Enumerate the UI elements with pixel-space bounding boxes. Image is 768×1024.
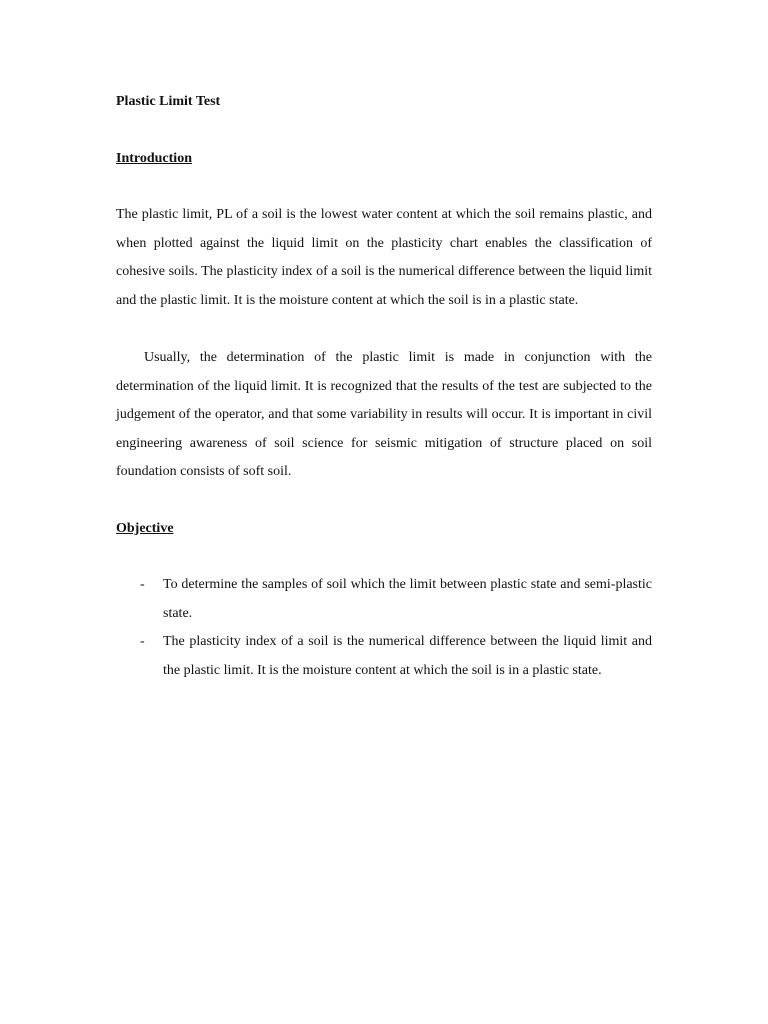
introduction-paragraph-2: Usually, the determination of the plastic limit is made in conjunction with the determination of the liquid limit. It is recognized that the results of the test are subjected to the judgement of the operator, and that some variability in results will occur. It is important in civil engineering awareness of soil science for seismic mitigation of structure placed on soil foundation consists of soft soil. (116, 350, 652, 479)
objective-list-item (140, 628, 652, 685)
introduction-paragraph-1: The plastic limit, PL of a soil is the lowest water content at which the soil remains plastic, and when plotted against the liquid limit on the plasticity chart enables the classification of cohesive soils. The plasticity index of a soil is the numerical difference between the liquid limit and the plastic limit. It is the moisture content at which the soil is in a plastic state. (116, 207, 652, 308)
objective-list (140, 571, 652, 686)
bullet-dash: - (140, 577, 145, 592)
objective-list-item (140, 571, 652, 628)
objective-item-text: The plasticity index of a soil is the numerical difference between the liquid limit and the plastic limit. It is the moisture content at which the soil is in a plastic state. (163, 634, 652, 679)
objective-heading: Objective (116, 521, 174, 536)
bullet-dash: - (140, 634, 145, 650)
document-title: Plastic Limit Test (116, 94, 221, 109)
objective-item-text: To determine the samples of soil which the limit between plastic state and semi-plastic state. (163, 577, 652, 621)
document-page (116, 0, 652, 1024)
introduction-heading: Introduction (116, 151, 192, 166)
